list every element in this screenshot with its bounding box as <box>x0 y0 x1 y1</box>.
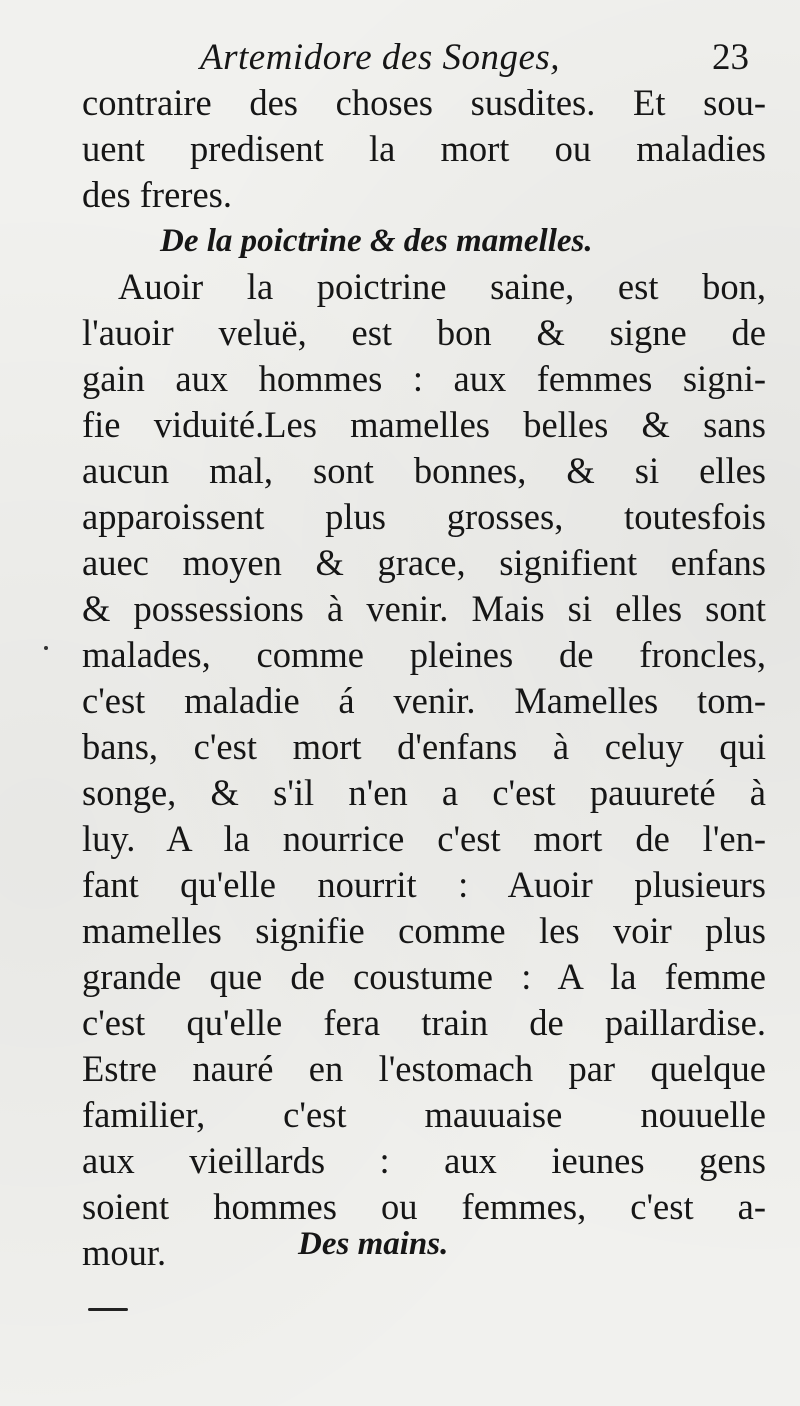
text-line: c'est qu'elle fera train de paillardise. <box>82 1002 766 1043</box>
text-line: aucun mal, sont bonnes, & si elles <box>82 450 766 491</box>
section-heading: De la poictrine & des mamelles. <box>160 223 593 259</box>
text-line: bans, c'est mort d'enfans à celuy qui <box>82 726 766 767</box>
text-line: soient hommes ou femmes, c'est a- <box>82 1186 766 1227</box>
text-line: Auoir la poictrine saine, est bon, <box>118 266 766 307</box>
running-head <box>0 36 800 86</box>
text-line: contraire des choses susdites. Et sou- <box>82 82 766 123</box>
text-line: c'est maladie á venir. Mamelles tom- <box>82 680 766 721</box>
text-line: gain aux hommes : aux femmes signi- <box>82 358 766 399</box>
text-line: auec moyen & grace, signifient enfans <box>82 542 766 583</box>
text-line: l'auoir veluë, est bon & signe de <box>82 312 766 353</box>
text-line: aux vieillards : aux ieunes gens <box>82 1140 766 1181</box>
text-line: grande que de coustume : A la femme <box>82 956 766 997</box>
text-line: songe, & s'il n'en a c'est pauureté à <box>82 772 766 813</box>
text-line: apparoissent plus grosses, toutesfois <box>82 496 766 537</box>
stray-ink-mark <box>88 1308 128 1311</box>
ink-speck <box>44 646 48 650</box>
text-line: fie viduité.Les mamelles belles & sans <box>82 404 766 445</box>
running-title: Artemidore des Songes, <box>200 37 561 78</box>
text-line: & possessions à venir. Mais si elles sont <box>82 588 766 629</box>
text-line: mour. <box>82 1232 167 1273</box>
text-line: luy. A la nourrice c'est mort de l'en- <box>82 818 766 859</box>
text-line: des freres. <box>82 174 232 215</box>
text-line: uent predisent la mort ou maladies <box>82 128 766 169</box>
text-line: malades, comme pleines de froncles, <box>82 634 766 675</box>
page-number: 23 <box>712 37 749 78</box>
next-section-heading: Des mains. <box>298 1226 449 1262</box>
text-line: fant qu'elle nourrit : Auoir plusieurs <box>82 864 766 905</box>
text-line: mamelles signifie comme les voir plus <box>82 910 766 951</box>
text-block <box>82 80 766 1276</box>
text-line: Estre nauré en l'estomach par quelque <box>82 1048 766 1089</box>
text-line: familier, c'est mauuaise nouuelle <box>82 1094 766 1135</box>
